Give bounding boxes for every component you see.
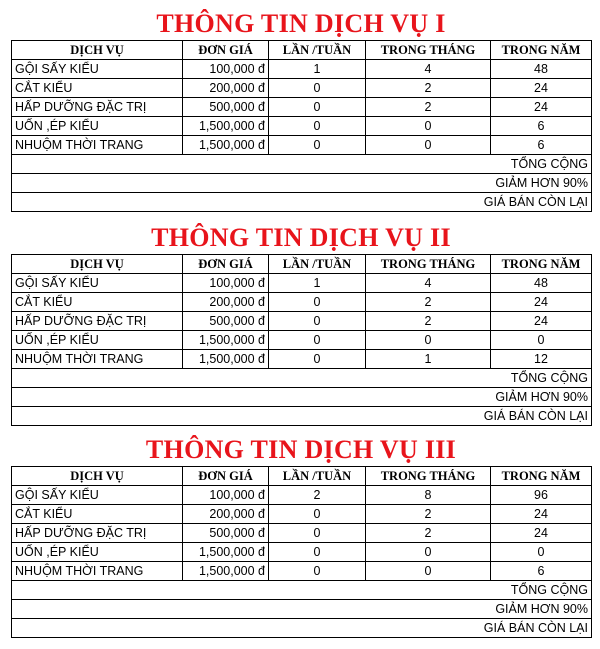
table-cell: 0 bbox=[269, 524, 366, 543]
table-cell: 0 bbox=[366, 136, 491, 155]
table-cell: 24 bbox=[491, 524, 592, 543]
table-cell: 1 bbox=[269, 274, 366, 293]
header-row bbox=[12, 41, 592, 60]
table-cell: UỐN ,ÉP KIỂU bbox=[12, 543, 183, 562]
table-cell: 2 bbox=[269, 486, 366, 505]
summary-row bbox=[12, 600, 592, 619]
table-cell: 0 bbox=[269, 136, 366, 155]
table-cell: 0 bbox=[269, 543, 366, 562]
table-cell: 4 bbox=[366, 60, 491, 79]
table-cell: 96 bbox=[491, 486, 592, 505]
section-title: THÔNG TIN DỊCH VỤ I bbox=[156, 9, 446, 38]
summary-label: TỔNG CỘNG bbox=[12, 369, 592, 388]
table-cell: NHUỘM THỜI TRANG bbox=[12, 350, 183, 369]
table-cell: GỘI SẤY KIỂU bbox=[12, 274, 183, 293]
table-cell: HẤP DƯỠNG ĐẶC TRỊ bbox=[12, 98, 183, 117]
column-header: LẦN /TUẦN bbox=[269, 467, 366, 486]
table-cell: 500,000 đ bbox=[183, 98, 269, 117]
table-cell: 48 bbox=[491, 60, 592, 79]
table-row bbox=[12, 117, 592, 136]
table-cell: 1,500,000 đ bbox=[183, 350, 269, 369]
table-cell: 6 bbox=[491, 562, 592, 581]
table-cell: 0 bbox=[269, 117, 366, 136]
header-row bbox=[12, 467, 592, 486]
table-cell: 100,000 đ bbox=[183, 274, 269, 293]
table-cell: 2 bbox=[366, 524, 491, 543]
table-cell: 1,500,000 đ bbox=[183, 136, 269, 155]
table-row bbox=[12, 350, 592, 369]
table-cell: 2 bbox=[366, 505, 491, 524]
table-row bbox=[12, 274, 592, 293]
table-row bbox=[12, 293, 592, 312]
service-section bbox=[11, 8, 591, 212]
section-title: THÔNG TIN DỊCH VỤ II bbox=[151, 223, 451, 252]
summary-label: GIÁ BÁN CÒN LẠI bbox=[12, 193, 592, 212]
table-cell: 1 bbox=[366, 350, 491, 369]
table-cell: NHUỘM THỜI TRANG bbox=[12, 562, 183, 581]
table-cell: 1,500,000 đ bbox=[183, 331, 269, 350]
summary-label: GIẢM HƠN 90% bbox=[12, 174, 592, 193]
summary-row bbox=[12, 174, 592, 193]
table-cell: 6 bbox=[491, 117, 592, 136]
header-row bbox=[12, 255, 592, 274]
table-cell: 2 bbox=[366, 98, 491, 117]
table-cell: NHUỘM THỜI TRANG bbox=[12, 136, 183, 155]
summary-label: GIẢM HƠN 90% bbox=[12, 600, 592, 619]
summary-label: GIÁ BÁN CÒN LẠI bbox=[12, 407, 592, 426]
table-cell: 0 bbox=[491, 331, 592, 350]
table-cell: CẮT KIỂU bbox=[12, 505, 183, 524]
column-header: LẦN /TUẦN bbox=[269, 41, 366, 60]
table-cell: CẮT KIỂU bbox=[12, 79, 183, 98]
table-cell: 12 bbox=[491, 350, 592, 369]
table-cell: 500,000 đ bbox=[183, 524, 269, 543]
column-header: DỊCH VỤ bbox=[12, 467, 183, 486]
service-table bbox=[11, 254, 592, 426]
service-section bbox=[11, 222, 591, 426]
table-row bbox=[12, 524, 592, 543]
table-row bbox=[12, 486, 592, 505]
table-cell: 0 bbox=[491, 543, 592, 562]
column-header: TRONG NĂM bbox=[491, 41, 592, 60]
table-cell: 1,500,000 đ bbox=[183, 543, 269, 562]
table-cell: 2 bbox=[366, 293, 491, 312]
table-cell: 24 bbox=[491, 79, 592, 98]
column-header: ĐƠN GIÁ bbox=[183, 41, 269, 60]
summary-row bbox=[12, 369, 592, 388]
table-cell: 2 bbox=[366, 79, 491, 98]
table-cell: 24 bbox=[491, 98, 592, 117]
service-section bbox=[11, 434, 591, 638]
table-cell: 24 bbox=[491, 293, 592, 312]
service-table bbox=[11, 40, 592, 212]
table-cell: 0 bbox=[269, 562, 366, 581]
column-header: ĐƠN GIÁ bbox=[183, 467, 269, 486]
table-cell: 200,000 đ bbox=[183, 79, 269, 98]
table-row bbox=[12, 505, 592, 524]
table-cell: 24 bbox=[491, 505, 592, 524]
table-cell: 1,500,000 đ bbox=[183, 562, 269, 581]
table-cell: 100,000 đ bbox=[183, 486, 269, 505]
column-header: TRONG THÁNG bbox=[366, 255, 491, 274]
table-cell: 0 bbox=[366, 331, 491, 350]
column-header: ĐƠN GIÁ bbox=[183, 255, 269, 274]
table-cell: 0 bbox=[269, 293, 366, 312]
service-table bbox=[11, 466, 592, 638]
column-header: TRONG THÁNG bbox=[366, 467, 491, 486]
table-cell: 0 bbox=[269, 331, 366, 350]
table-cell: 8 bbox=[366, 486, 491, 505]
table-row bbox=[12, 98, 592, 117]
table-row bbox=[12, 543, 592, 562]
table-cell: 24 bbox=[491, 312, 592, 331]
table-cell: 2 bbox=[366, 312, 491, 331]
summary-row bbox=[12, 155, 592, 174]
table-cell: 1 bbox=[269, 60, 366, 79]
table-cell: GỘI SẤY KIỂU bbox=[12, 60, 183, 79]
table-cell: 4 bbox=[366, 274, 491, 293]
table-cell: 500,000 đ bbox=[183, 312, 269, 331]
table-cell: 6 bbox=[491, 136, 592, 155]
column-header: TRONG THÁNG bbox=[366, 41, 491, 60]
summary-label: TỔNG CỘNG bbox=[12, 155, 592, 174]
table-row bbox=[12, 331, 592, 350]
table-cell: 0 bbox=[269, 505, 366, 524]
table-cell: 0 bbox=[366, 543, 491, 562]
summary-row bbox=[12, 407, 592, 426]
table-cell: 0 bbox=[366, 117, 491, 136]
table-cell: UỐN ,ÉP KIỂU bbox=[12, 331, 183, 350]
column-header: TRONG NĂM bbox=[491, 467, 592, 486]
table-cell: CẮT KIỂU bbox=[12, 293, 183, 312]
table-row bbox=[12, 312, 592, 331]
table-cell: GỘI SẤY KIỂU bbox=[12, 486, 183, 505]
table-row bbox=[12, 562, 592, 581]
summary-label: GIÁ BÁN CÒN LẠI bbox=[12, 619, 592, 638]
table-row bbox=[12, 79, 592, 98]
column-header: TRONG NĂM bbox=[491, 255, 592, 274]
summary-label: TỔNG CỘNG bbox=[12, 581, 592, 600]
column-header: DỊCH VỤ bbox=[12, 41, 183, 60]
table-cell: UỐN ,ÉP KIỂU bbox=[12, 117, 183, 136]
table-row bbox=[12, 136, 592, 155]
table-cell: 0 bbox=[269, 98, 366, 117]
table-cell: 0 bbox=[269, 350, 366, 369]
table-cell: 0 bbox=[366, 562, 491, 581]
table-cell: 48 bbox=[491, 274, 592, 293]
table-cell: HẤP DƯỠNG ĐẶC TRỊ bbox=[12, 312, 183, 331]
column-header: DỊCH VỤ bbox=[12, 255, 183, 274]
summary-row bbox=[12, 193, 592, 212]
table-row bbox=[12, 60, 592, 79]
column-header: LẦN /TUẦN bbox=[269, 255, 366, 274]
summary-row bbox=[12, 388, 592, 407]
table-cell: 100,000 đ bbox=[183, 60, 269, 79]
table-cell: 200,000 đ bbox=[183, 293, 269, 312]
table-cell: 0 bbox=[269, 79, 366, 98]
table-cell: HẤP DƯỠNG ĐẶC TRỊ bbox=[12, 524, 183, 543]
summary-label: GIẢM HƠN 90% bbox=[12, 388, 592, 407]
table-cell: 200,000 đ bbox=[183, 505, 269, 524]
summary-row bbox=[12, 619, 592, 638]
section-title: THÔNG TIN DỊCH VỤ III bbox=[145, 435, 457, 464]
table-cell: 1,500,000 đ bbox=[183, 117, 269, 136]
table-cell: 0 bbox=[269, 312, 366, 331]
summary-row bbox=[12, 581, 592, 600]
